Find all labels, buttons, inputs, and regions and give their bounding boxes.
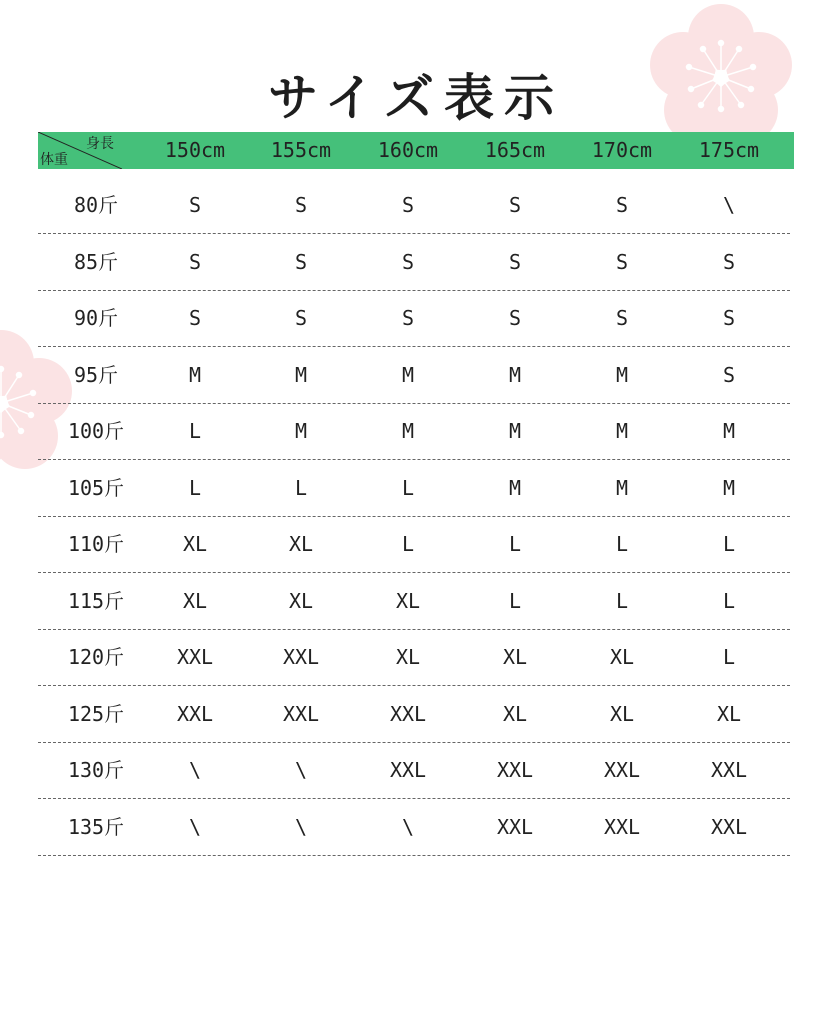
weight-axis-label: 体重 [40,152,68,168]
weight-cell: 85斤 [73,249,119,274]
size-cell: S [294,193,308,217]
size-cell: L [615,532,629,556]
weight-cell: 125斤 [67,701,125,726]
column-header: 160cm [377,138,439,162]
size-cell: XL [182,588,208,613]
size-cell: XXL [603,758,641,782]
column-header: 175cm [698,138,760,162]
size-cell: S [401,193,415,217]
weight-cell: 130斤 [67,758,125,782]
size-cell: L [722,588,736,613]
size-cell: S [615,193,629,217]
weight-cell: 135斤 [67,814,125,839]
table-row [38,629,790,686]
table-row [38,177,790,234]
size-cell: XXL [603,814,641,839]
table-row [38,403,790,460]
size-cell: M [615,419,629,443]
size-cell: M [722,475,736,500]
size-cell: XXL [710,758,748,782]
size-cell: \ [294,814,308,839]
size-cell: M [722,419,736,443]
size-cell: L [722,532,736,556]
size-cell: S [188,193,202,217]
size-cell: S [508,306,522,330]
column-header: 165cm [484,138,546,162]
size-cell: L [188,475,202,500]
column-header: 150cm [164,138,226,162]
column-header: 155cm [270,138,332,162]
table-row [38,573,790,630]
size-cell: S [508,193,522,217]
size-cell: XL [288,532,314,556]
size-cell: S [401,249,415,274]
weight-cell: 105斤 [67,475,125,500]
size-cell: XL [182,532,208,556]
size-cell: XL [288,588,314,613]
size-cell: M [615,475,629,500]
size-cell: XL [609,645,635,669]
weight-cell: 110斤 [67,532,125,556]
size-cell: M [294,362,308,387]
size-cell: M [508,475,522,500]
size-cell: L [508,588,522,613]
size-cell: M [401,362,415,387]
size-cell: S [188,306,202,330]
table-row [38,516,790,573]
column-header: 170cm [591,138,653,162]
size-cell: L [615,588,629,613]
weight-cell: 120斤 [67,645,125,669]
size-cell: L [401,532,415,556]
weight-cell: 90斤 [73,306,119,330]
table-row [38,799,790,856]
size-cell: M [188,362,202,387]
size-cell: S [508,249,522,274]
height-axis-label: 身長 [86,136,114,152]
size-cell: S [722,362,736,387]
size-cell: L [294,475,308,500]
size-cell: M [615,362,629,387]
size-cell: S [188,249,202,274]
size-cell: XXL [710,814,748,839]
size-cell: S [615,249,629,274]
size-cell: L [722,645,736,669]
size-cell: M [401,419,415,443]
size-cell: XXL [496,814,534,839]
size-cell: L [508,532,522,556]
size-cell: \ [188,814,202,839]
weight-cell: 100斤 [67,419,125,443]
size-cell: XL [716,701,742,726]
size-cell: XL [502,645,528,669]
size-cell: \ [188,758,202,782]
size-cell: XXL [389,758,427,782]
size-cell: S [722,249,736,274]
size-cell: L [401,475,415,500]
size-cell: S [615,306,629,330]
table-row [38,234,790,291]
size-cell: XXL [496,758,534,782]
header-corner-cell [38,132,122,169]
table-row [38,290,790,347]
size-cell: XL [395,645,421,669]
size-cell: M [508,419,522,443]
size-cell: XXL [176,701,214,726]
page-title: サイズ表示 [268,69,564,127]
size-cell: S [722,306,736,330]
size-cell: S [401,306,415,330]
size-cell: \ [401,814,415,839]
table-row [38,347,790,404]
table-row [38,460,790,517]
size-cell: \ [722,193,736,217]
size-cell: L [188,419,202,443]
size-cell: XXL [389,701,427,726]
size-cell: M [508,362,522,387]
weight-cell: 95斤 [73,362,119,387]
size-cell: S [294,306,308,330]
weight-cell: 80斤 [73,193,119,217]
weight-cell: 115斤 [67,588,125,613]
size-cell: XXL [176,645,214,669]
size-cell: \ [294,758,308,782]
table-header [38,132,794,169]
size-cell: XXL [282,701,320,726]
size-cell: XL [502,701,528,726]
table-row [38,742,790,799]
table-row [38,686,790,743]
size-cell: XL [609,701,635,726]
size-cell: XXL [282,645,320,669]
size-cell: M [294,419,308,443]
size-cell: S [294,249,308,274]
size-cell: XL [395,588,421,613]
